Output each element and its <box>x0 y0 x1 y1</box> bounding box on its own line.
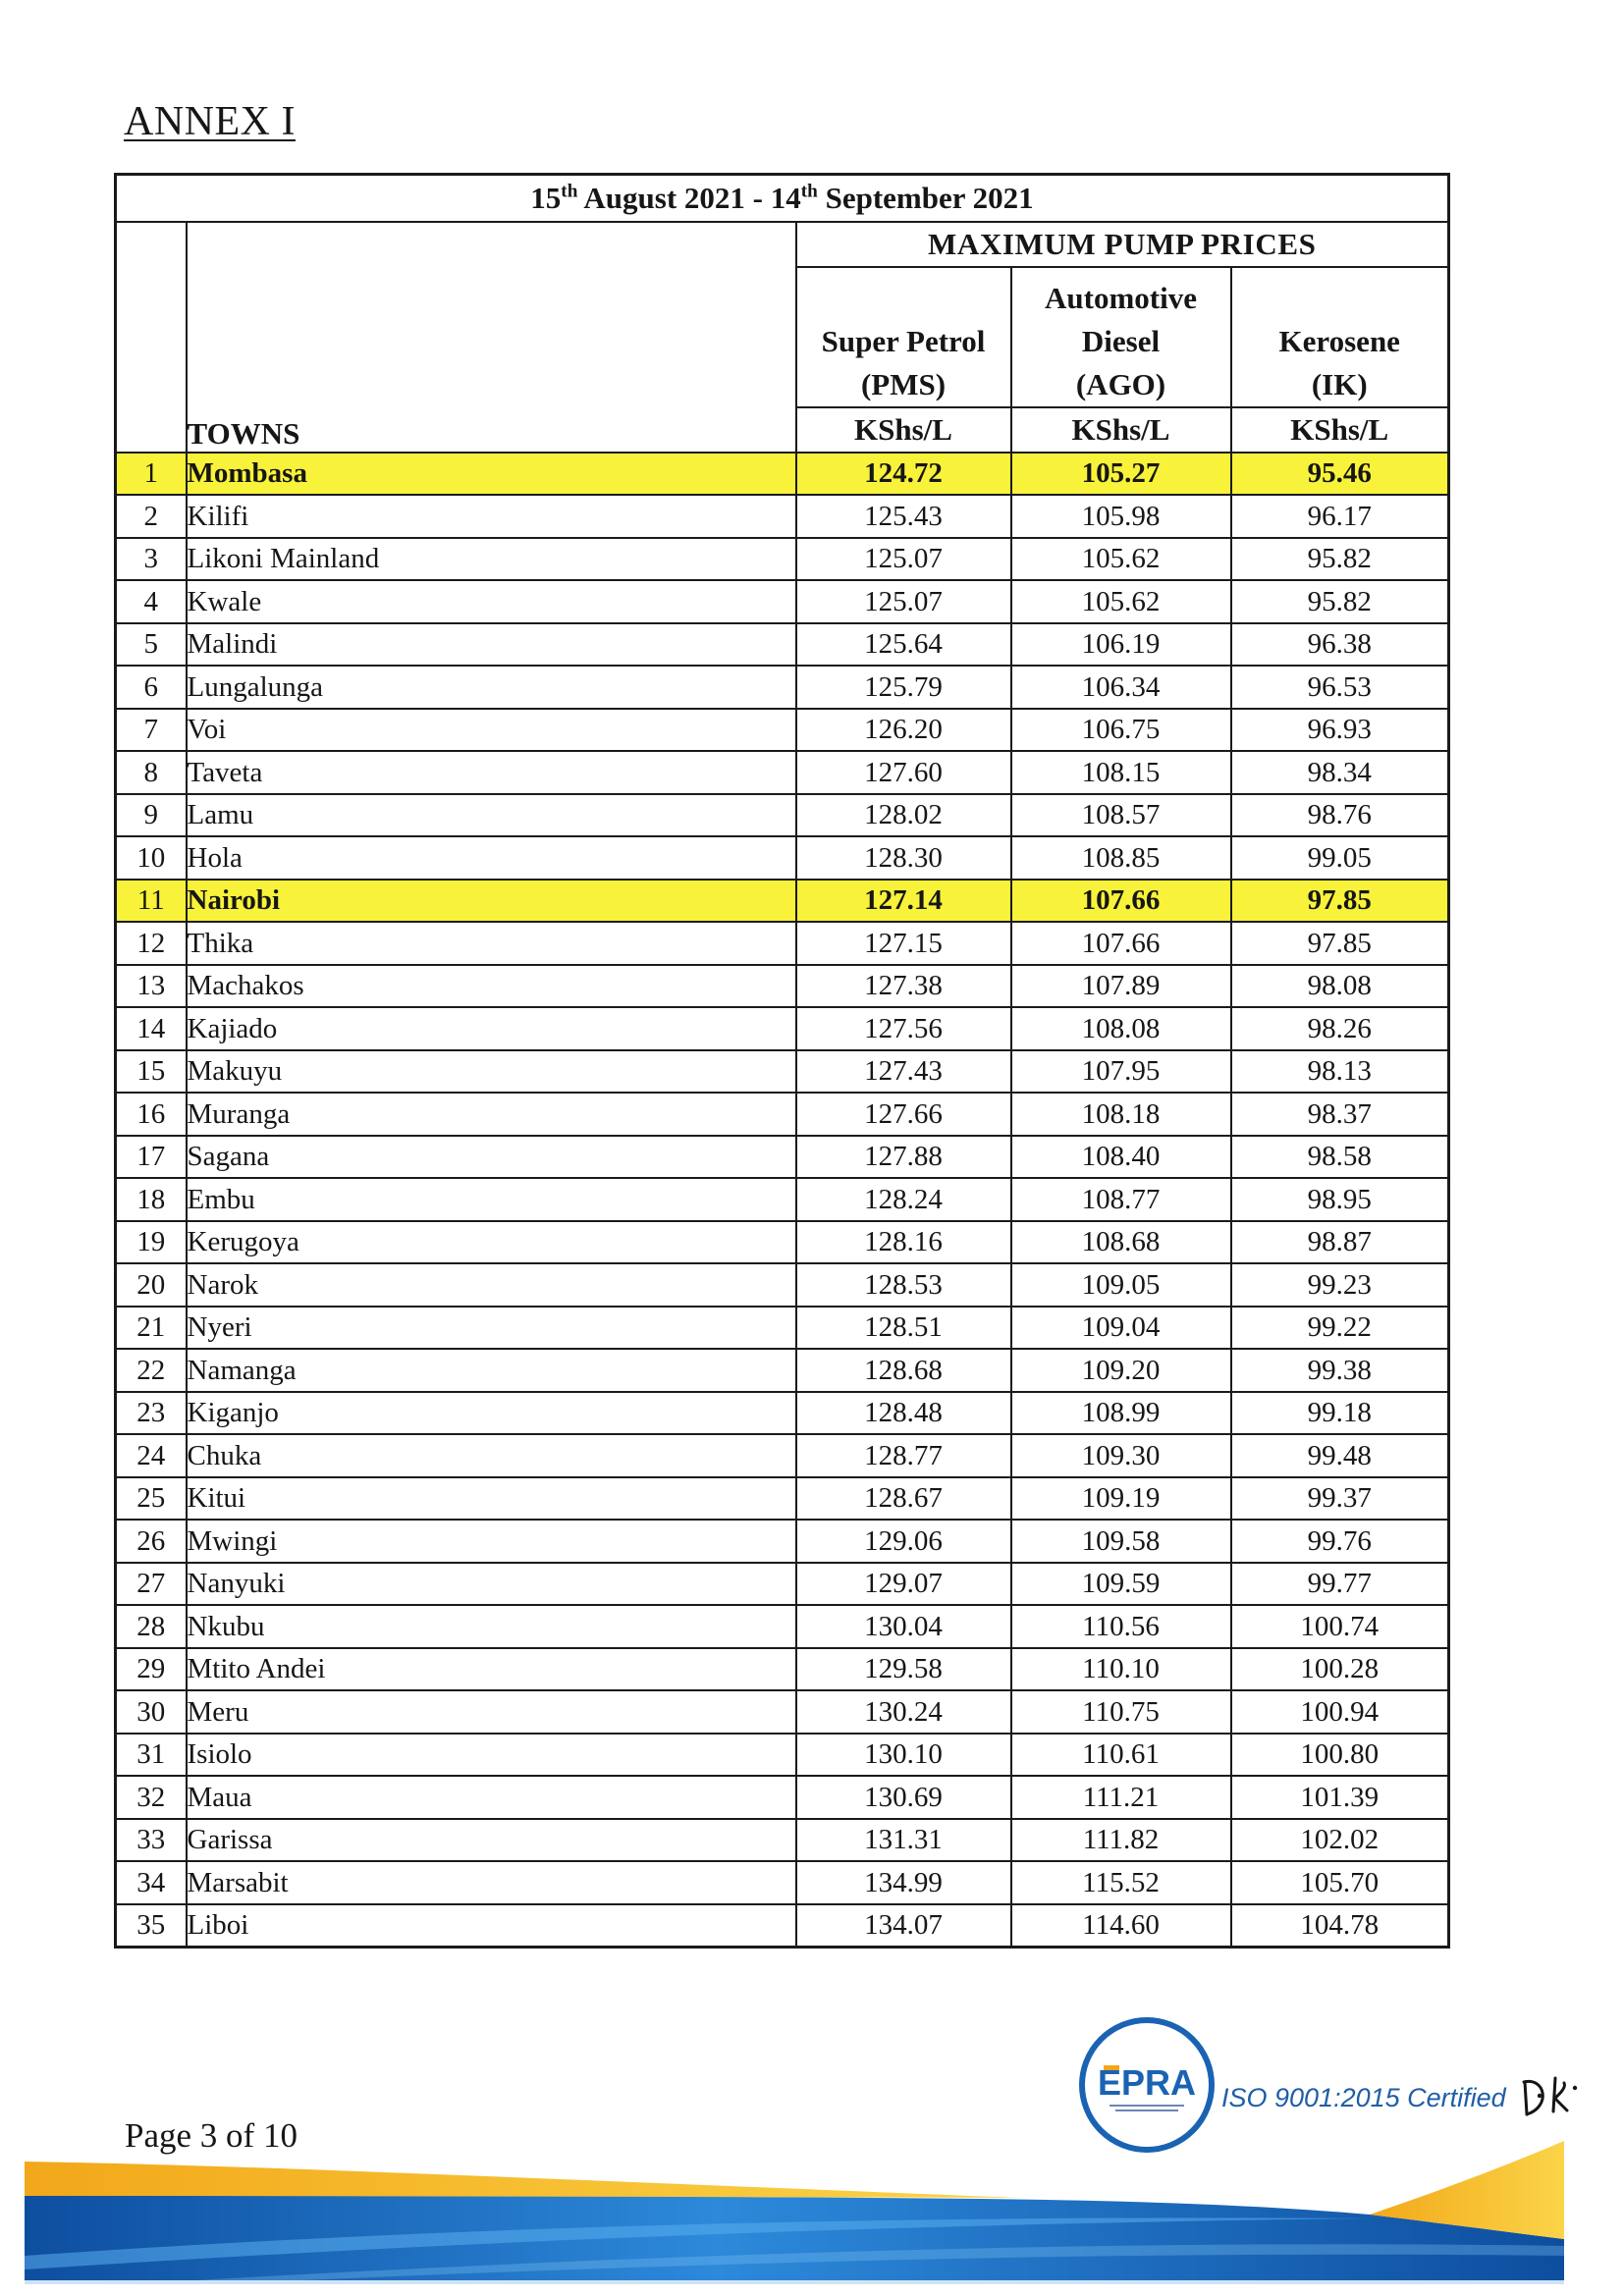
town-name: Kiganjo <box>187 1392 796 1435</box>
town-name: Kwale <box>187 580 796 623</box>
town-name: Meru <box>187 1690 796 1734</box>
table-row <box>116 1349 1449 1392</box>
row-number: 26 <box>116 1520 187 1563</box>
table-row <box>116 922 1449 965</box>
town-name: Makuyu <box>187 1050 796 1094</box>
diesel-price: 108.68 <box>1011 1221 1231 1264</box>
super-petrol-unit: KShs/L <box>796 407 1011 453</box>
row-number: 3 <box>116 538 187 581</box>
table-row <box>116 1434 1449 1477</box>
row-number: 11 <box>116 880 187 923</box>
row-number: 7 <box>116 709 187 752</box>
row-number: 24 <box>116 1434 187 1477</box>
row-number: 18 <box>116 1178 187 1221</box>
header-line: (PMS) <box>860 366 947 401</box>
super-petrol-price: 127.56 <box>796 1007 1011 1050</box>
row-number: 15 <box>116 1050 187 1094</box>
header-line: (AGO) <box>1075 366 1166 401</box>
table-row <box>116 1221 1449 1264</box>
row-number: 33 <box>116 1819 187 1862</box>
town-name: Nkubu <box>187 1605 796 1648</box>
header-group-row <box>116 222 1449 267</box>
super-petrol-price: 127.60 <box>796 751 1011 794</box>
town-name: Sagana <box>187 1136 796 1179</box>
diesel-price: 108.99 <box>1011 1392 1231 1435</box>
diesel-unit: KShs/L <box>1011 407 1231 453</box>
kerosene-price: 101.39 <box>1231 1776 1449 1819</box>
super-petrol-price: 128.67 <box>796 1477 1011 1521</box>
super-petrol-price: 128.68 <box>796 1349 1011 1392</box>
max-pump-prices-header: MAXIMUM PUMP PRICES <box>796 222 1449 267</box>
table-row <box>116 1776 1449 1819</box>
kerosene-price: 99.05 <box>1231 836 1449 880</box>
diesel-price: 109.20 <box>1011 1349 1231 1392</box>
kerosene-price: 99.38 <box>1231 1349 1449 1392</box>
row-number: 35 <box>116 1904 187 1948</box>
row-number: 10 <box>116 836 187 880</box>
super-petrol-price: 127.43 <box>796 1050 1011 1094</box>
row-number: 16 <box>116 1093 187 1136</box>
row-number: 9 <box>116 794 187 837</box>
row-number: 20 <box>116 1263 187 1307</box>
town-name: Lungalunga <box>187 666 796 709</box>
row-number: 2 <box>116 495 187 538</box>
row-number: 31 <box>116 1734 187 1777</box>
header-line: Diesel <box>1081 323 1161 358</box>
row-number: 32 <box>116 1776 187 1819</box>
kerosene-price: 99.18 <box>1231 1392 1449 1435</box>
logo-text: EPRA <box>1097 2062 1197 2103</box>
towns-header-label: TOWNS <box>187 415 300 451</box>
kerosene-price: 105.70 <box>1231 1861 1449 1904</box>
row-number: 22 <box>116 1349 187 1392</box>
table-row <box>116 1307 1449 1350</box>
town-name: Mombasa <box>187 453 796 496</box>
super-petrol-price: 130.10 <box>796 1734 1011 1777</box>
kerosene-price: 99.76 <box>1231 1520 1449 1563</box>
diesel-price: 111.21 <box>1011 1776 1231 1819</box>
kerosene-price: 99.77 <box>1231 1563 1449 1606</box>
diesel-price: 108.40 <box>1011 1136 1231 1179</box>
row-number: 25 <box>116 1477 187 1521</box>
town-name: Likoni Mainland <box>187 538 796 581</box>
row-number: 17 <box>116 1136 187 1179</box>
kerosene-price: 97.85 <box>1231 922 1449 965</box>
table-row <box>116 538 1449 581</box>
town-name: Kerugoya <box>187 1221 796 1264</box>
towns-header <box>187 222 796 453</box>
town-name: Machakos <box>187 965 796 1008</box>
diesel-price: 110.61 <box>1011 1734 1231 1777</box>
kerosene-price: 98.37 <box>1231 1093 1449 1136</box>
table-row <box>116 580 1449 623</box>
handwritten-initials <box>1518 2071 1583 2122</box>
town-name: Kilifi <box>187 495 796 538</box>
epra-logo <box>1076 2014 1218 2156</box>
table-row <box>116 1734 1449 1777</box>
kerosene-price: 99.23 <box>1231 1263 1449 1307</box>
diesel-price: 106.34 <box>1011 666 1231 709</box>
table-row <box>116 1263 1449 1307</box>
footer-wave-graphic <box>0 2140 1624 2296</box>
kerosene-unit: KShs/L <box>1231 407 1449 453</box>
diesel-price: 109.04 <box>1011 1307 1231 1350</box>
town-name: Taveta <box>187 751 796 794</box>
super-petrol-price: 131.31 <box>796 1819 1011 1862</box>
period-start-day: 15 <box>530 180 562 215</box>
diesel-price: 109.05 <box>1011 1263 1231 1307</box>
town-name: Lamu <box>187 794 796 837</box>
kerosene-price: 100.80 <box>1231 1734 1449 1777</box>
diesel-price: 106.19 <box>1011 623 1231 667</box>
diesel-price: 107.89 <box>1011 965 1231 1008</box>
row-number: 4 <box>116 580 187 623</box>
super-petrol-price: 125.07 <box>796 538 1011 581</box>
diesel-price: 110.10 <box>1011 1648 1231 1691</box>
table-row <box>116 965 1449 1008</box>
row-number: 23 <box>116 1392 187 1435</box>
row-number: 28 <box>116 1605 187 1648</box>
header-line: Automotive <box>1045 280 1197 315</box>
table-row <box>116 751 1449 794</box>
table-row <box>116 666 1449 709</box>
period-row <box>116 175 1449 222</box>
diesel-price: 107.66 <box>1011 922 1231 965</box>
town-name: Muranga <box>187 1093 796 1136</box>
super-petrol-price: 130.04 <box>796 1605 1011 1648</box>
super-petrol-price: 128.16 <box>796 1221 1011 1264</box>
town-name: Embu <box>187 1178 796 1221</box>
row-number: 5 <box>116 623 187 667</box>
kerosene-price: 95.82 <box>1231 580 1449 623</box>
diesel-price: 105.27 <box>1011 453 1231 496</box>
diesel-price: 108.57 <box>1011 794 1231 837</box>
super-petrol-price: 128.77 <box>796 1434 1011 1477</box>
row-number: 19 <box>116 1221 187 1264</box>
kerosene-price: 99.22 <box>1231 1307 1449 1350</box>
diesel-price: 107.95 <box>1011 1050 1231 1094</box>
table-row <box>116 623 1449 667</box>
super-petrol-price: 126.20 <box>796 709 1011 752</box>
town-name: Namanga <box>187 1349 796 1392</box>
diesel-price: 105.62 <box>1011 538 1231 581</box>
table-row <box>116 1050 1449 1094</box>
kerosene-price: 95.82 <box>1231 538 1449 581</box>
row-number: 13 <box>116 965 187 1008</box>
header-line: Kerosene <box>1278 323 1400 358</box>
super-petrol-price: 127.38 <box>796 965 1011 1008</box>
kerosene-price: 95.46 <box>1231 453 1449 496</box>
period-start-ordinal: th <box>561 181 578 202</box>
diesel-price: 108.77 <box>1011 1178 1231 1221</box>
kerosene-price: 98.34 <box>1231 751 1449 794</box>
page-number: Page 3 of 10 <box>125 2116 298 2155</box>
kerosene-price: 98.13 <box>1231 1050 1449 1094</box>
table-row <box>116 1392 1449 1435</box>
kerosene-price: 100.74 <box>1231 1605 1449 1648</box>
town-name: Mwingi <box>187 1520 796 1563</box>
diesel-price: 109.58 <box>1011 1520 1231 1563</box>
diesel-price: 107.66 <box>1011 880 1231 923</box>
super-petrol-price: 128.24 <box>796 1178 1011 1221</box>
diesel-price: 111.82 <box>1011 1819 1231 1862</box>
super-petrol-price: 130.69 <box>796 1776 1011 1819</box>
diesel-price: 108.08 <box>1011 1007 1231 1050</box>
kerosene-price: 98.58 <box>1231 1136 1449 1179</box>
pricing-period <box>116 175 1449 222</box>
diesel-price: 105.98 <box>1011 495 1231 538</box>
diesel-price: 109.19 <box>1011 1477 1231 1521</box>
table-row <box>116 1520 1449 1563</box>
diesel-price: 106.75 <box>1011 709 1231 752</box>
kerosene-price: 98.26 <box>1231 1007 1449 1050</box>
diesel-price: 110.75 <box>1011 1690 1231 1734</box>
kerosene-price: 104.78 <box>1231 1904 1449 1948</box>
table-row <box>116 1861 1449 1904</box>
super-petrol-price: 128.51 <box>796 1307 1011 1350</box>
table-row <box>116 1648 1449 1691</box>
town-name: Kajiado <box>187 1007 796 1050</box>
super-petrol-price: 129.06 <box>796 1520 1011 1563</box>
kerosene-price: 97.85 <box>1231 880 1449 923</box>
diesel-price: 108.18 <box>1011 1093 1231 1136</box>
row-number: 6 <box>116 666 187 709</box>
diesel-price: 108.85 <box>1011 836 1231 880</box>
kerosene-price: 100.94 <box>1231 1690 1449 1734</box>
annex-title: ANNEX I <box>124 99 296 144</box>
super-petrol-price: 128.48 <box>796 1392 1011 1435</box>
table-row <box>116 1477 1449 1521</box>
super-petrol-price: 129.07 <box>796 1563 1011 1606</box>
row-number: 14 <box>116 1007 187 1050</box>
super-petrol-price: 125.79 <box>796 666 1011 709</box>
header-line: Super Petrol <box>821 323 986 358</box>
header-line: (IK) <box>1311 366 1368 401</box>
table-row <box>116 1690 1449 1734</box>
table-row <box>116 1904 1449 1948</box>
super-petrol-price: 134.07 <box>796 1904 1011 1948</box>
super-petrol-price: 127.66 <box>796 1093 1011 1136</box>
period-middle: August 2021 - 14 <box>577 180 801 215</box>
pump-prices-table <box>114 173 1450 1949</box>
kerosene-price: 98.95 <box>1231 1178 1449 1221</box>
kerosene-price: 100.28 <box>1231 1648 1449 1691</box>
town-name: Narok <box>187 1263 796 1307</box>
town-name: Mtito Andei <box>187 1648 796 1691</box>
town-name: Voi <box>187 709 796 752</box>
super-petrol-header <box>796 267 1011 407</box>
diesel-price: 110.56 <box>1011 1605 1231 1648</box>
kerosene-header <box>1231 267 1449 407</box>
row-number: 34 <box>116 1861 187 1904</box>
super-petrol-price: 130.24 <box>796 1690 1011 1734</box>
diesel-price: 109.30 <box>1011 1434 1231 1477</box>
table-row <box>116 1007 1449 1050</box>
town-name: Hola <box>187 836 796 880</box>
kerosene-price: 98.76 <box>1231 794 1449 837</box>
kerosene-price: 98.87 <box>1231 1221 1449 1264</box>
period-end-ordinal: th <box>800 181 818 202</box>
super-petrol-price: 128.30 <box>796 836 1011 880</box>
table-row-highlighted <box>116 453 1449 496</box>
kerosene-price: 96.17 <box>1231 495 1449 538</box>
row-number: 21 <box>116 1307 187 1350</box>
town-name: Nyeri <box>187 1307 796 1350</box>
town-name: Marsabit <box>187 1861 796 1904</box>
row-number: 27 <box>116 1563 187 1606</box>
wave-bottom-edge <box>25 2280 1564 2284</box>
diesel-price: 114.60 <box>1011 1904 1231 1948</box>
table-row <box>116 1178 1449 1221</box>
super-petrol-price: 127.14 <box>796 880 1011 923</box>
town-name: Malindi <box>187 623 796 667</box>
table-row <box>116 1136 1449 1179</box>
table-row <box>116 709 1449 752</box>
super-petrol-price: 125.07 <box>796 580 1011 623</box>
town-name: Liboi <box>187 1904 796 1948</box>
number-column-header <box>116 222 187 453</box>
super-petrol-price: 129.58 <box>796 1648 1011 1691</box>
town-name: Nairobi <box>187 880 796 923</box>
automotive-diesel-header <box>1011 267 1231 407</box>
diesel-price: 115.52 <box>1011 1861 1231 1904</box>
super-petrol-price: 127.15 <box>796 922 1011 965</box>
table-row-highlighted <box>116 880 1449 923</box>
row-number: 29 <box>116 1648 187 1691</box>
town-name: Nanyuki <box>187 1563 796 1606</box>
diesel-price: 108.15 <box>1011 751 1231 794</box>
super-petrol-price: 124.72 <box>796 453 1011 496</box>
iso-certification-text: ISO 9001:2015 Certified <box>1221 2083 1506 2112</box>
diesel-price: 105.62 <box>1011 580 1231 623</box>
table-row <box>116 1093 1449 1136</box>
diesel-price: 109.59 <box>1011 1563 1231 1606</box>
super-petrol-price: 125.43 <box>796 495 1011 538</box>
super-petrol-price: 128.02 <box>796 794 1011 837</box>
yellow-swoosh-left <box>25 2162 1021 2198</box>
price-rows <box>116 453 1449 1948</box>
table-row <box>116 794 1449 837</box>
row-number: 8 <box>116 751 187 794</box>
blue-swoosh <box>25 2196 1564 2284</box>
row-number: 30 <box>116 1690 187 1734</box>
kerosene-price: 96.93 <box>1231 709 1449 752</box>
town-name: Isiolo <box>187 1734 796 1777</box>
town-name: Chuka <box>187 1434 796 1477</box>
period-end-rest: September 2021 <box>817 180 1034 215</box>
table-row <box>116 495 1449 538</box>
kerosene-price: 99.48 <box>1231 1434 1449 1477</box>
table-row <box>116 1819 1449 1862</box>
kerosene-price: 99.37 <box>1231 1477 1449 1521</box>
row-number: 1 <box>116 453 187 496</box>
table-row <box>116 836 1449 880</box>
super-petrol-price: 128.53 <box>796 1263 1011 1307</box>
kerosene-price: 98.08 <box>1231 965 1449 1008</box>
super-petrol-price: 125.64 <box>796 623 1011 667</box>
kerosene-price: 96.38 <box>1231 623 1449 667</box>
town-name: Maua <box>187 1776 796 1819</box>
table-row <box>116 1563 1449 1606</box>
kerosene-price: 102.02 <box>1231 1819 1449 1862</box>
town-name: Garissa <box>187 1819 796 1862</box>
kerosene-price: 96.53 <box>1231 666 1449 709</box>
super-petrol-price: 134.99 <box>796 1861 1011 1904</box>
town-name: Kitui <box>187 1477 796 1521</box>
super-petrol-price: 127.88 <box>796 1136 1011 1179</box>
row-number: 12 <box>116 922 187 965</box>
town-name: Thika <box>187 922 796 965</box>
table-row <box>116 1605 1449 1648</box>
